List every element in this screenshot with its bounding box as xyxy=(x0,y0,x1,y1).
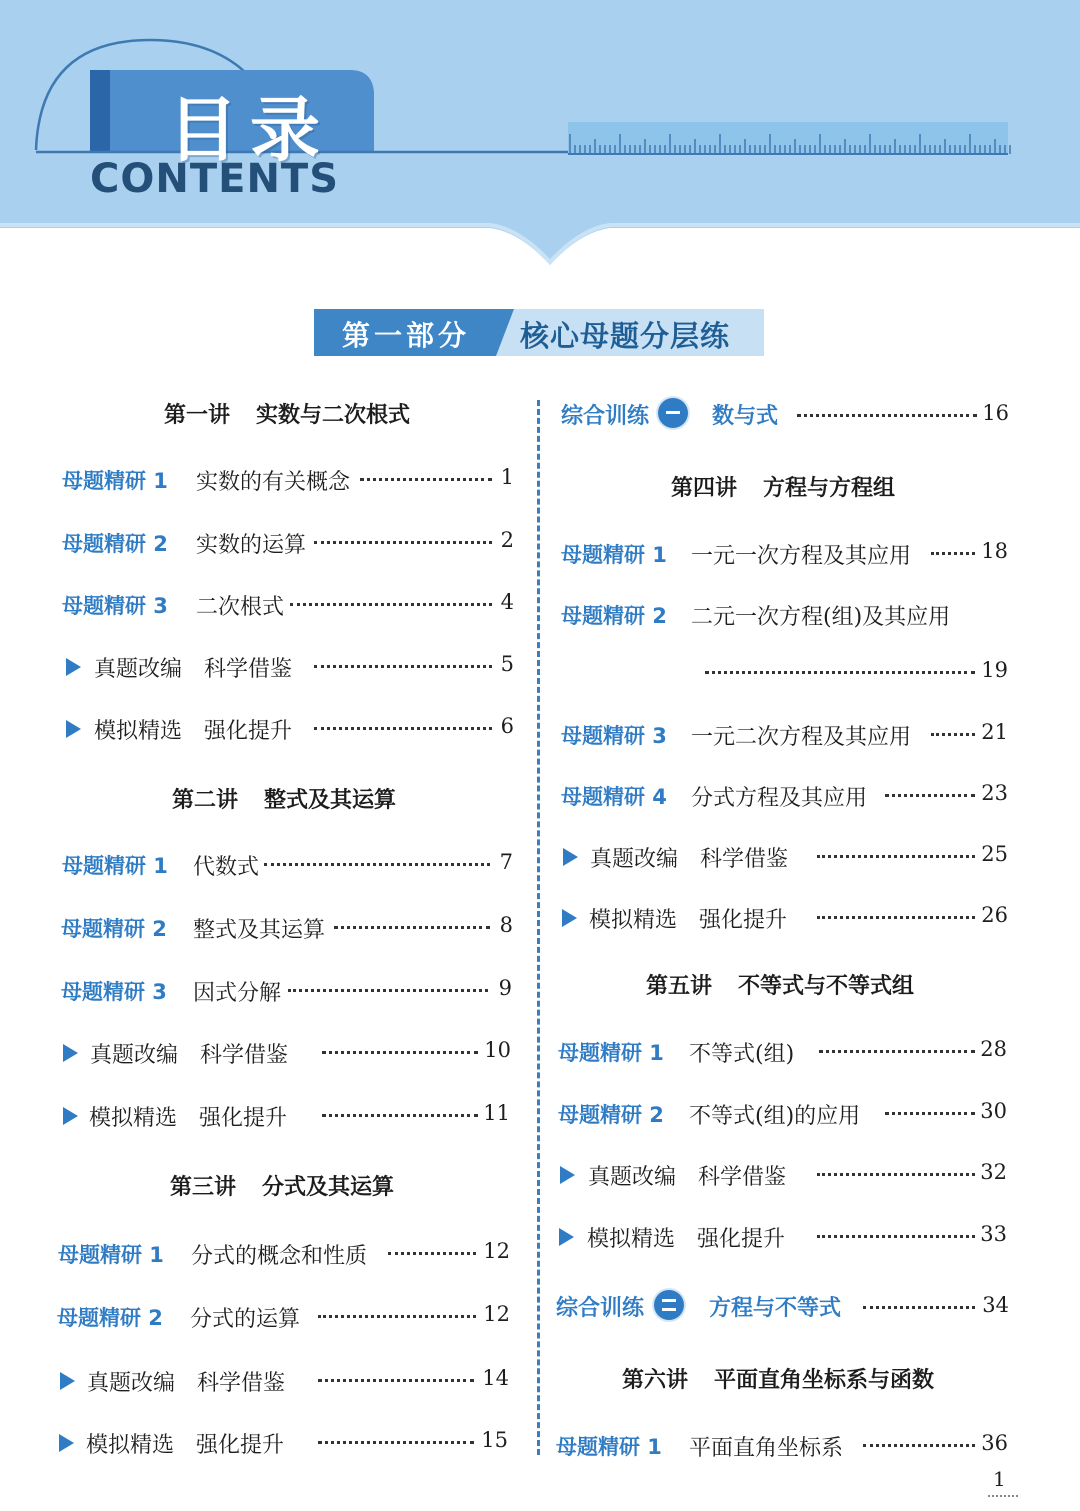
toc-entry[interactable] xyxy=(0,648,540,684)
entry-tag: 母题精研 1 xyxy=(58,1243,164,1267)
entry-label: 不等式(组)的应用 xyxy=(689,1104,861,1129)
lecture-2-heading xyxy=(172,783,396,814)
numeral-two-icon xyxy=(654,1290,684,1320)
leader-dots xyxy=(318,1441,474,1444)
toc-entry[interactable] xyxy=(0,1235,540,1271)
training-name: 方程与不等式 xyxy=(709,1296,842,1321)
leader-dots xyxy=(885,1112,975,1115)
numeral-one-icon xyxy=(658,398,688,428)
entry-page: 34 xyxy=(982,1293,1009,1317)
leader-dots xyxy=(817,916,975,919)
entry-page: 6 xyxy=(500,714,514,738)
entry-page: 16 xyxy=(982,401,1009,425)
play-arrow-icon xyxy=(560,1166,575,1184)
entry-page: 15 xyxy=(481,1428,508,1452)
leader-dots xyxy=(264,863,490,866)
toc-entry[interactable] xyxy=(545,1033,1025,1069)
entry-page: 11 xyxy=(483,1101,510,1125)
lecture-number: 第二讲 xyxy=(172,788,239,813)
entry-label: 模拟精选 强化提升 xyxy=(589,908,788,933)
lecture-number: 第四讲 xyxy=(671,476,738,501)
lecture-4-heading xyxy=(671,471,895,502)
entry-page: 9 xyxy=(498,976,512,1000)
lecture-number: 第一讲 xyxy=(164,403,231,428)
entry-label: 实数的有关概念 xyxy=(196,470,351,495)
comprehensive-training-2[interactable] xyxy=(545,1289,1025,1325)
entry-page: 32 xyxy=(980,1160,1007,1184)
entry-page: 23 xyxy=(981,781,1008,805)
toc-entry[interactable] xyxy=(0,1034,540,1070)
entry-tag: 母题精研 1 xyxy=(561,543,667,567)
entry-page: 33 xyxy=(980,1222,1007,1246)
leader-dots xyxy=(705,671,975,674)
entry-tag: 母题精研 2 xyxy=(561,604,667,628)
entry-page: 12 xyxy=(483,1302,510,1326)
toc-entry[interactable] xyxy=(545,1156,1025,1192)
training-name: 数与式 xyxy=(712,404,779,429)
entry-label: 分式的概念和性质 xyxy=(191,1244,368,1269)
entry-tag: 母题精研 1 xyxy=(556,1435,662,1459)
toc-entry[interactable] xyxy=(0,1097,540,1133)
training-tag: 综合训练 xyxy=(556,1296,645,1321)
entry-label: 因式分解 xyxy=(193,981,282,1006)
entry-page: 5 xyxy=(500,652,514,676)
play-arrow-icon xyxy=(563,848,578,866)
leader-dots xyxy=(819,1050,975,1053)
lecture-name: 分式及其运算 xyxy=(262,1175,395,1200)
toc-entry[interactable] xyxy=(545,596,1025,632)
entry-page: 12 xyxy=(483,1239,510,1263)
entry-page: 36 xyxy=(981,1431,1008,1455)
entry-page: 18 xyxy=(981,539,1008,563)
play-arrow-icon xyxy=(60,1372,75,1390)
lecture-name: 平面直角坐标系与函数 xyxy=(714,1368,935,1393)
leader-dots xyxy=(863,1444,975,1447)
toc-entry[interactable] xyxy=(0,1362,540,1398)
toc-entry[interactable] xyxy=(0,524,540,560)
entry-label: 整式及其运算 xyxy=(193,918,326,943)
entry-label: 二次根式 xyxy=(196,595,285,620)
entry-page: 19 xyxy=(981,658,1008,682)
entry-tag: 母题精研 1 xyxy=(62,854,168,878)
entry-label: 分式的运算 xyxy=(190,1307,301,1332)
entry-tag: 母题精研 2 xyxy=(61,917,167,941)
entry-tag: 母题精研 3 xyxy=(561,724,667,748)
leader-dots xyxy=(318,1379,474,1382)
page-number-underline xyxy=(988,1495,1018,1497)
leader-dots xyxy=(388,1252,476,1255)
lecture-5-heading xyxy=(646,969,914,1000)
entry-page: 10 xyxy=(484,1038,511,1062)
play-arrow-icon xyxy=(59,1434,74,1452)
leader-dots xyxy=(288,989,488,992)
lecture-number: 第六讲 xyxy=(622,1368,689,1393)
page-title: 目录 xyxy=(168,89,332,171)
entry-tag: 母题精研 2 xyxy=(558,1103,664,1127)
entry-tag: 母题精研 2 xyxy=(57,1306,163,1330)
entry-page: 2 xyxy=(500,528,514,552)
entry-label: 一元二次方程及其应用 xyxy=(691,725,912,750)
entry-label: 真题改编 科学借鉴 xyxy=(590,847,789,872)
lecture-number: 第三讲 xyxy=(170,1175,237,1200)
lecture-3-heading xyxy=(170,1170,394,1201)
entry-label: 真题改编 科学借鉴 xyxy=(94,657,293,682)
part-label: 第一部分 xyxy=(342,319,471,352)
toc-entry-continued[interactable] xyxy=(545,654,1025,690)
entry-label: 分式方程及其应用 xyxy=(691,786,868,811)
entry-page: 14 xyxy=(482,1366,509,1390)
entry-tag: 母题精研 3 xyxy=(62,594,168,618)
lecture-name: 实数与二次根式 xyxy=(256,403,411,428)
part-name: 核心母题分层练 xyxy=(520,319,731,353)
entry-label: 代数式 xyxy=(193,855,260,880)
leader-dots xyxy=(817,1173,975,1176)
entry-label: 模拟精选 强化提升 xyxy=(89,1106,288,1131)
leader-dots xyxy=(322,1051,478,1054)
entry-page: 4 xyxy=(500,590,514,614)
play-arrow-icon xyxy=(63,1107,78,1125)
toc-entry[interactable] xyxy=(545,535,1025,571)
entry-label: 不等式(组) xyxy=(689,1042,795,1067)
entry-label: 真题改编 科学借鉴 xyxy=(87,1371,286,1396)
toc-entry[interactable] xyxy=(545,1427,1025,1463)
leader-dots xyxy=(885,794,975,797)
play-arrow-icon xyxy=(559,1228,574,1246)
entry-label: 实数的运算 xyxy=(196,533,307,558)
toc-entry[interactable] xyxy=(0,1424,540,1460)
toc-entry[interactable] xyxy=(0,972,540,1008)
leader-dots xyxy=(318,1315,476,1318)
lecture-number: 第五讲 xyxy=(646,974,713,999)
entry-page: 1 xyxy=(500,465,514,489)
leader-dots xyxy=(290,603,492,606)
toc-entry[interactable] xyxy=(0,461,540,497)
leader-dots xyxy=(817,855,975,858)
lecture-name: 方程与方程组 xyxy=(763,476,896,501)
page-subtitle: CONTENTS xyxy=(90,156,340,202)
play-arrow-icon xyxy=(66,658,81,676)
entry-page: 30 xyxy=(980,1099,1007,1123)
leader-dots xyxy=(334,926,490,929)
entry-tag: 母题精研 1 xyxy=(558,1041,664,1065)
leader-dots xyxy=(322,1114,478,1117)
entry-page: 26 xyxy=(981,903,1008,927)
toc-entry[interactable] xyxy=(0,1298,540,1334)
entry-label: 平面直角坐标系 xyxy=(689,1436,844,1461)
entry-page: 25 xyxy=(981,842,1008,866)
lecture-name: 不等式与不等式组 xyxy=(738,974,915,999)
leader-dots xyxy=(360,478,492,481)
entry-label: 真题改编 科学借鉴 xyxy=(588,1165,787,1190)
toc-entry[interactable] xyxy=(0,846,540,882)
entry-page: 7 xyxy=(499,850,513,874)
training-tag: 综合训练 xyxy=(561,404,650,429)
leader-dots xyxy=(314,665,492,668)
leader-dots xyxy=(817,1235,975,1238)
lecture-6-heading xyxy=(622,1363,934,1394)
play-arrow-icon xyxy=(66,720,81,738)
play-arrow-icon xyxy=(562,909,577,927)
entry-page: 28 xyxy=(980,1037,1007,1061)
entry-label: 一元一次方程及其应用 xyxy=(691,544,912,569)
toc-entry[interactable] xyxy=(545,899,1025,935)
toc-entry[interactable] xyxy=(0,909,540,945)
entry-label: 模拟精选 强化提升 xyxy=(86,1433,285,1458)
leader-dots xyxy=(863,1306,975,1309)
leader-dots xyxy=(314,727,492,730)
toc-entry[interactable] xyxy=(545,838,1025,874)
leader-dots xyxy=(797,414,977,417)
toc-entry[interactable] xyxy=(545,1095,1025,1131)
comprehensive-training-1[interactable] xyxy=(545,397,1025,433)
page-number: 1 xyxy=(993,1467,1006,1491)
lecture-1-heading xyxy=(164,398,410,429)
entry-label: 真题改编 科学借鉴 xyxy=(90,1043,289,1068)
entry-page: 8 xyxy=(499,913,513,937)
entry-tag: 母题精研 4 xyxy=(561,785,667,809)
toc-entry[interactable] xyxy=(545,1218,1025,1254)
entry-label: 二元一次方程(组)及其应用 xyxy=(691,605,951,630)
entry-tag: 母题精研 3 xyxy=(61,980,167,1004)
entry-label: 模拟精选 强化提升 xyxy=(587,1227,786,1252)
entry-tag: 母题精研 1 xyxy=(62,469,168,493)
leader-dots xyxy=(314,541,492,544)
lecture-name: 整式及其运算 xyxy=(264,788,397,813)
toc-entry[interactable] xyxy=(0,586,540,622)
toc-entry[interactable] xyxy=(545,777,1025,813)
entry-label: 模拟精选 强化提升 xyxy=(94,719,293,744)
toc-entry[interactable] xyxy=(545,716,1025,752)
entry-tag: 母题精研 2 xyxy=(62,532,168,556)
entry-page: 21 xyxy=(981,720,1008,744)
play-arrow-icon xyxy=(63,1044,78,1062)
header-band xyxy=(0,0,1080,270)
toc-entry[interactable] xyxy=(0,710,540,746)
